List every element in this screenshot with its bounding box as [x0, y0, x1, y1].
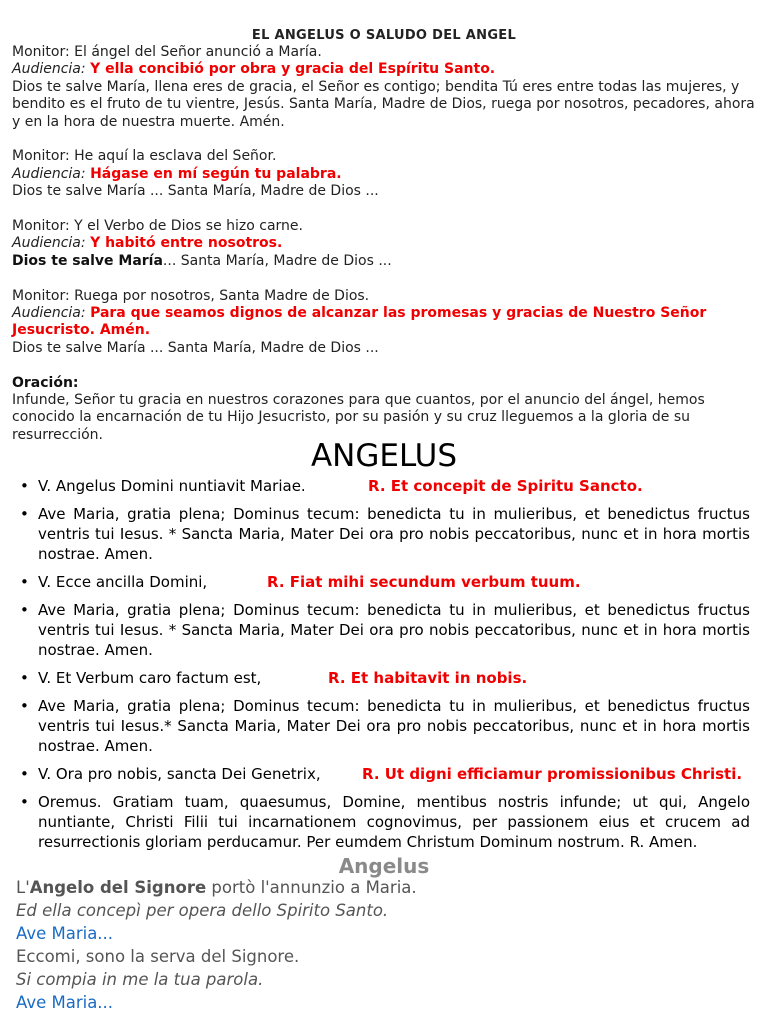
ave-maria-full: Dios te salve María, llena eres de gracia, el Señor es contigo; bendita Tú eres entre todas las mujeres, y bendito es el fruto de tu vientre, Jesús. Santa María, Madre de Dios, ruega por nosotros, pecadores, ahora y en la hora de nuestra muerte. Amén.: [12, 78, 755, 130]
bullet-icon: •: [20, 573, 29, 591]
audience-label: Audiencia:: [12, 235, 86, 252]
response: R. Fiat mihi secundum verbum tuum.: [267, 573, 581, 591]
audience-line-3: [12, 235, 756, 252]
italian-line-2: Ed ella concepì per opera dello Spirito Santo.: [16, 901, 389, 920]
audience-label: Audiencia:: [12, 305, 86, 322]
versicle-row: [38, 764, 750, 784]
audience-line-1: [12, 61, 756, 78]
apostrophe-prefix: L': [16, 878, 30, 897]
response: R. Ut digni efficiamur promissionibus Christi.: [362, 765, 743, 783]
spacer: [12, 357, 756, 374]
versicle: V. Ecce ancilla Domini,: [38, 573, 208, 591]
list-item: [20, 668, 750, 688]
latin-title: ANGELUS: [310, 438, 458, 474]
ave-maria-rest: ... Santa María, Madre de Dios ...: [162, 252, 392, 269]
italian-body: [0, 876, 768, 1014]
audience-response: Hágase en mí según tu palabra.: [90, 165, 342, 182]
monitor-line-2: Monitor: He aquí la esclava del Señor.: [12, 148, 277, 165]
response: R. Et habitavit in nobis.: [328, 669, 528, 687]
versicle-row: [38, 476, 750, 496]
latin-section: [0, 434, 768, 860]
versicle: V. Angelus Domini nuntiavit Mariae.: [38, 477, 306, 495]
italian-line-1: [16, 876, 752, 899]
bullet-icon: •: [20, 793, 29, 811]
audience-response: Y habitó entre nosotros.: [90, 235, 283, 252]
versicle: V. Et Verbum caro factum est,: [38, 669, 262, 687]
list-item: [20, 764, 750, 784]
response: R. Et concepit de Spiritu Sancto.: [368, 477, 643, 495]
spacer: [12, 131, 756, 148]
audience-label: Audiencia:: [12, 165, 86, 182]
ave-maria-short: Dios te salve María ... Santa María, Madre de Dios ...: [12, 183, 379, 200]
prayer-text: Ave Maria, gratia plena; Dominus tecum: benedicta tu in mulieribus, et benedictus fructus ventris tui Iesus. * Sancta Maria, Mater Dei ora pro nobis peccatoribus, nunc et in hora mortis nostrae. Amen.: [38, 505, 750, 563]
list-item: [20, 572, 750, 592]
list-item: [20, 696, 750, 756]
audience-response: Y ella concibió por obra y gracia del Espíritu Santo.: [90, 61, 496, 78]
italian-line-5: Si compia in me la tua parola.: [16, 970, 264, 989]
list-item: [20, 600, 750, 660]
prayer-text: Ave Maria, gratia plena; Dominus tecum: benedicta tu in mulieribus, et benedictus fructus ventris tui Iesus.* Sancta Maria, Mater Dei ora pro nobis peccatoribus, nunc et in hora mortis nostrae. Amen.: [38, 697, 750, 755]
ave-maria-bold: Dios te salve María: [12, 252, 163, 269]
spanish-title: EL ANGELUS O SALUDO DEL ANGEL: [251, 28, 517, 43]
versicle-row: [38, 668, 750, 688]
versicle: V. Ora pro nobis, sancta Dei Genetrix,: [38, 765, 321, 783]
angelo-bold: Angelo del Signore: [29, 878, 207, 897]
ave-maria-link: Ave Maria...: [16, 993, 114, 1012]
bullet-icon: •: [20, 697, 29, 715]
versicle-row: [38, 572, 750, 592]
latin-list: [0, 476, 768, 852]
ave-maria-short: Dios te salve María ... Santa María, Madre de Dios ...: [12, 339, 379, 356]
spacer: [12, 270, 756, 287]
spanish-body: [0, 44, 768, 444]
ave-maria-short: [12, 253, 756, 270]
audience-response: Para que seamos dignos de alcanzar las promesas y gracias de Nuestro Señor Jesucristo. Amén.: [12, 305, 707, 339]
ave-maria-link: Ave Maria...: [16, 924, 114, 943]
audience-line-2: [12, 166, 756, 183]
list-item: [20, 504, 750, 564]
monitor-line-3: Monitor: Y el Verbo de Dios se hizo carne.: [12, 218, 303, 235]
bullet-icon: •: [20, 765, 29, 783]
bullet-icon: •: [20, 669, 29, 687]
bullet-icon: •: [20, 477, 29, 495]
spanish-section: [0, 0, 768, 443]
list-item: [20, 476, 750, 496]
audience-line-4: [12, 305, 756, 340]
monitor-line-1: Monitor: El ángel del Señor anunció a María.: [12, 44, 322, 60]
prayer-text: Oremus. Gratiam tuam, quaesumus, Domine, mentibus nostris infunde; ut qui, Angelo nuntiante, Christi Filii tui incarnationem cognovimus, per passionem eius et crucem ad resurrectionis gloriam perducamur. Per eumdem Christum Dominum nostrum. R. Amen.: [38, 793, 750, 851]
oracion-heading: Oración:: [12, 374, 79, 391]
bullet-icon: •: [20, 505, 29, 523]
italian-section: [0, 854, 768, 1024]
list-item: [20, 792, 750, 852]
prayer-text: Ave Maria, gratia plena; Dominus tecum: benedicta tu in mulieribus, et benedictus fructus ventris tui Iesus. * Sancta Maria, Mater Dei ora pro nobis peccatoribus, nunc et in hora mortis nostrae. Amen.: [38, 601, 750, 659]
audience-label: Audiencia:: [12, 61, 86, 78]
bullet-icon: •: [20, 601, 29, 619]
monitor-line-4: Monitor: Ruega por nosotros, Santa Madre de Dios.: [12, 287, 370, 304]
italian-line-4: Eccomi, sono la serva del Signore.: [16, 947, 300, 966]
italian-line-1-rest: portò l'annunzio a Maria.: [206, 878, 417, 897]
spacer: [12, 201, 756, 218]
italian-title: Angelus: [338, 854, 430, 878]
oracion-text: Infunde, Señor tu gracia en nuestros corazones para que cuantos, por el anuncio del ángel, hemos conocido la encarnación de tu Hijo Jesucristo, por su pasión y su cruz lleguemos a la gloria de su resurrección.: [12, 392, 705, 443]
